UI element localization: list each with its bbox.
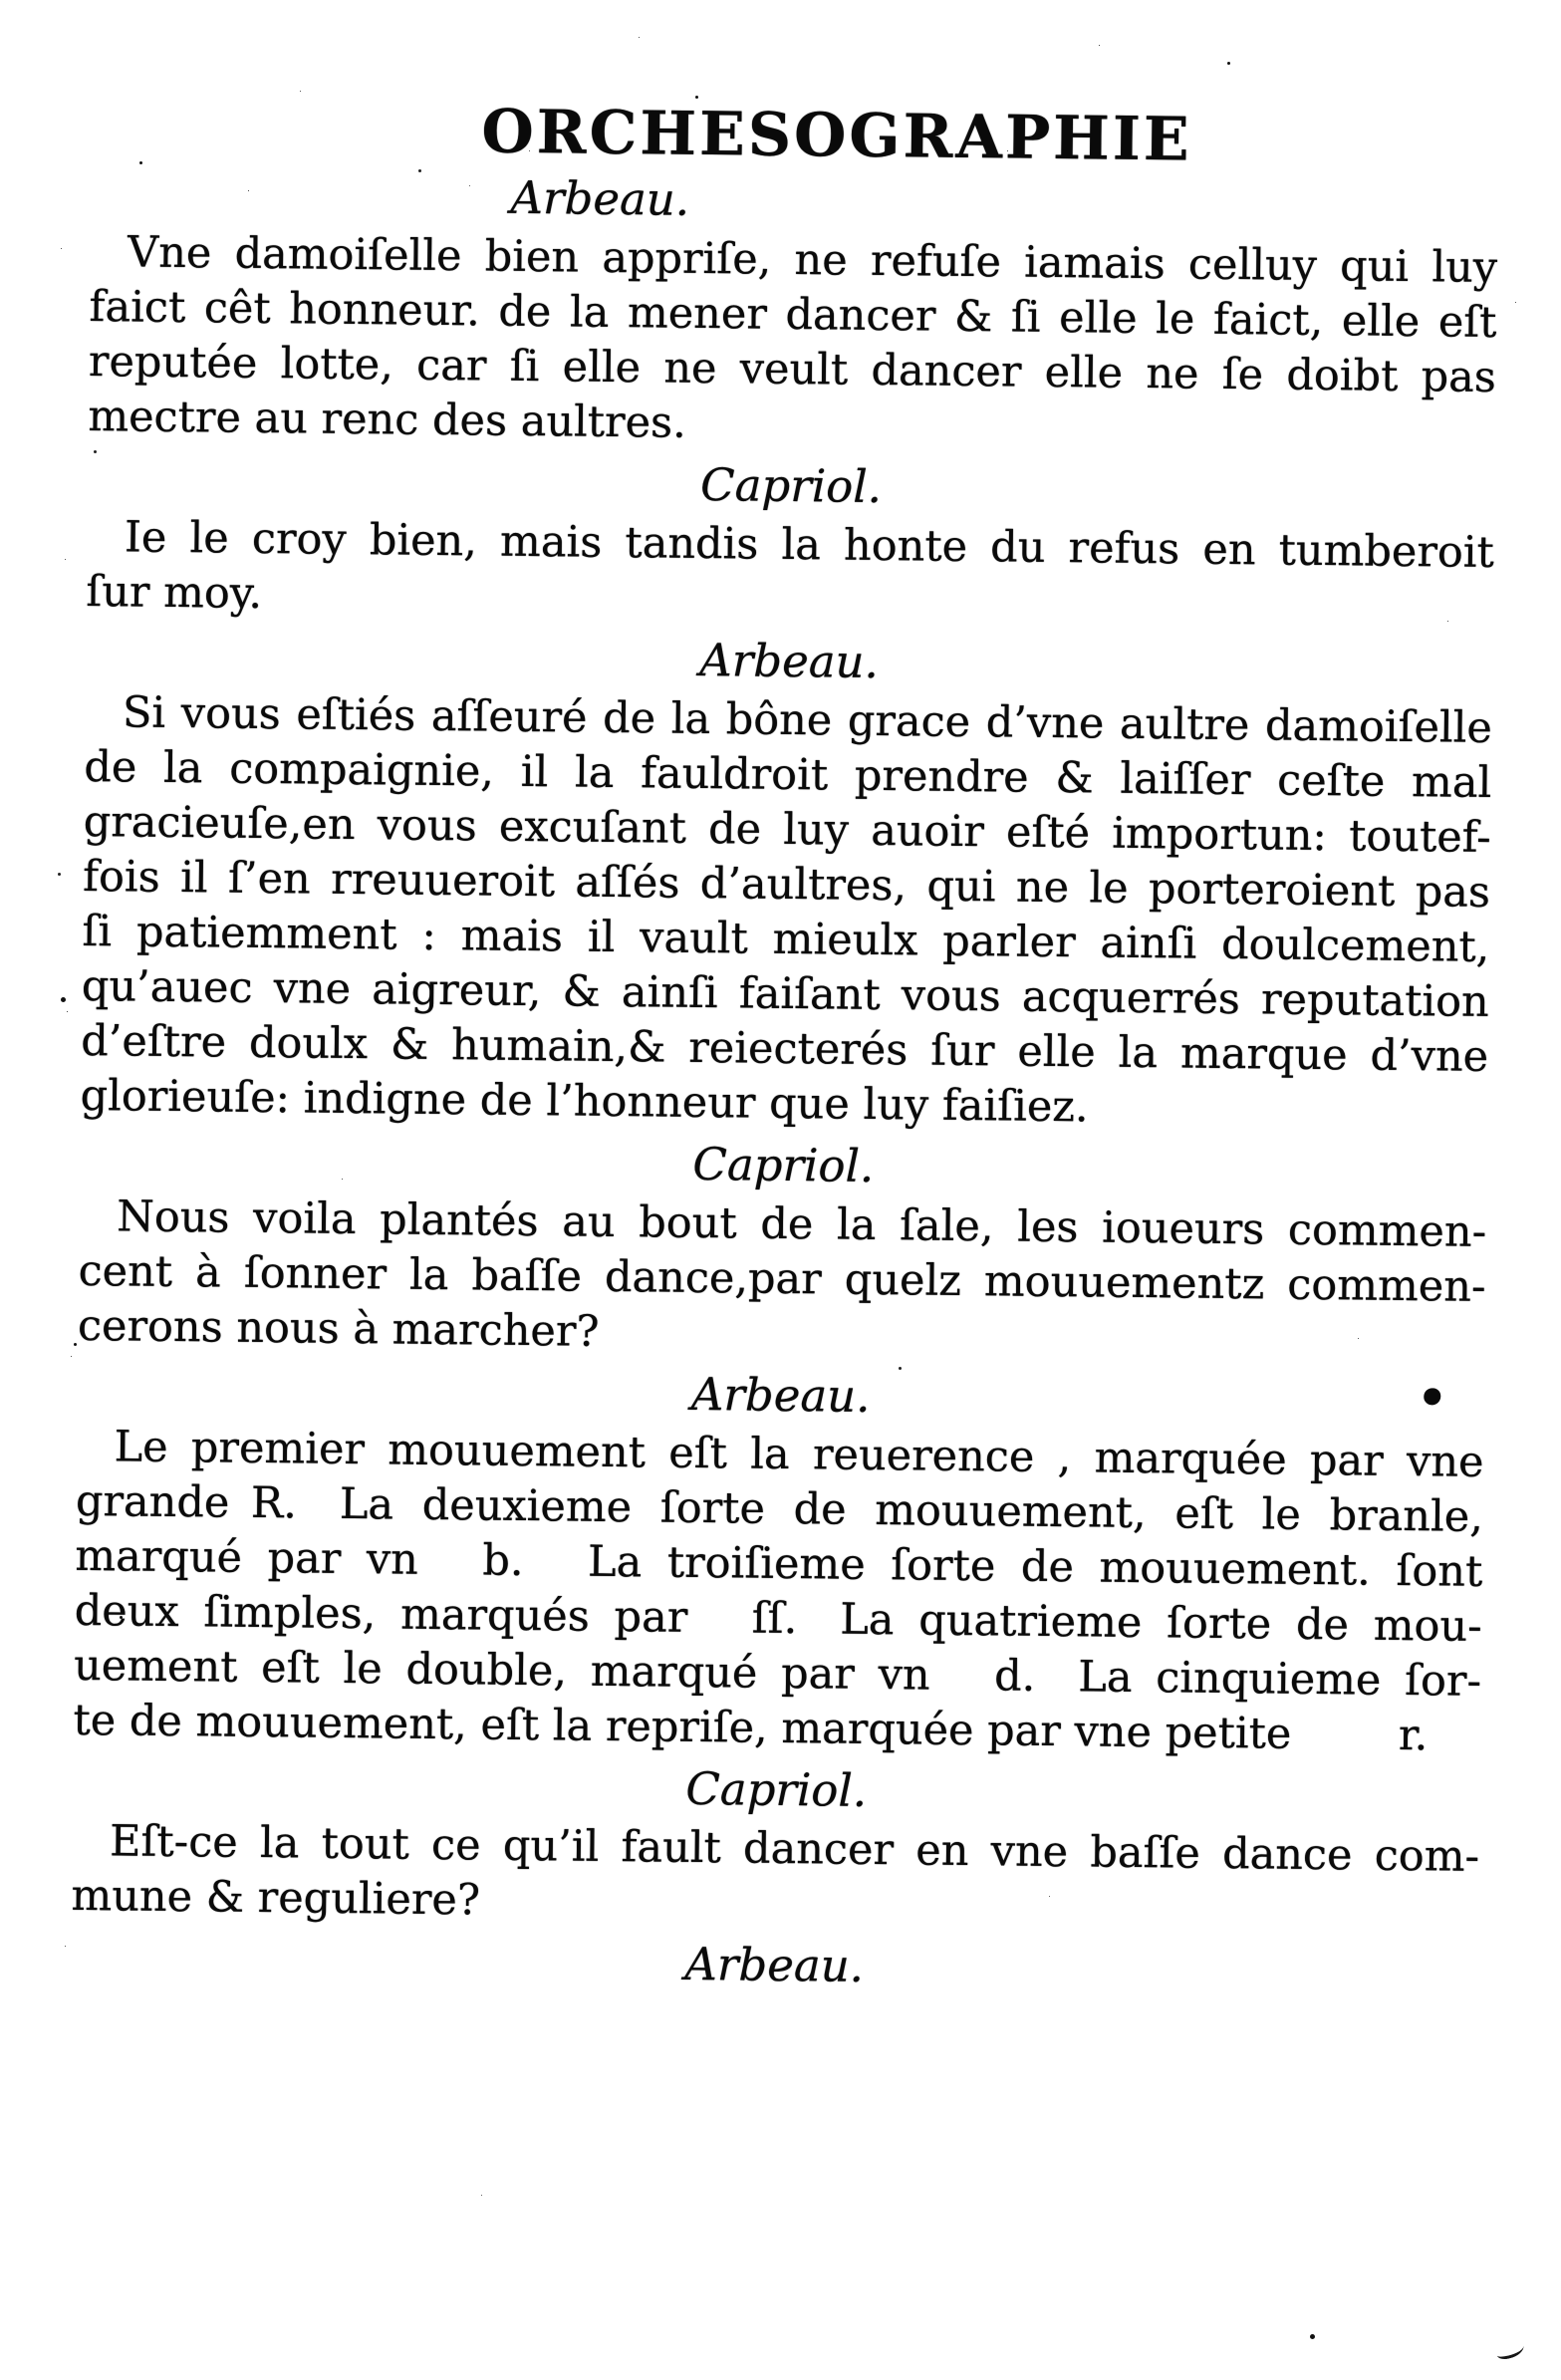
text-line: mune & reguliere? <box>71 1870 481 1926</box>
dialogue-section <box>73 1359 1484 1764</box>
paragraph <box>88 225 1497 460</box>
text-line: Le premier mouuement eſt la reuerence , marquée par vne <box>114 1422 1484 1487</box>
paragraph <box>78 1190 1487 1370</box>
text-line: ſur moy. <box>86 566 263 619</box>
speaker-heading <box>77 1359 1485 1432</box>
paragraph <box>71 1814 1479 1940</box>
dialogue-section <box>78 1129 1487 1370</box>
speaker-name: Arbeau. <box>684 1937 865 1992</box>
dialogue-section <box>70 1929 1478 2001</box>
speaker-heading <box>87 449 1495 522</box>
paragraph <box>73 1420 1484 1764</box>
dialogue-section <box>71 1753 1480 1940</box>
page-title: ORCHESOGRAPHIE <box>481 97 1193 175</box>
text-line: Ie le croy bien, mais tandis la honte du refus en tumberoit <box>124 512 1495 578</box>
scan-dust-specks <box>0 0 3 3</box>
speaker-name: Arbeau. <box>510 170 690 226</box>
text-line: cerons nous à marcher? <box>77 1300 600 1357</box>
text-line: cent à ſonner la baſſe dance,par quelz mouuementz commen- <box>78 1245 1486 1312</box>
text-line: Vne damoiſelle bien appriſe, ne refuſe iamais celluy qui luy <box>127 227 1498 294</box>
text-line: ſi patiemment : mais il vault mieulx parler ainſi doulcement, <box>82 906 1490 972</box>
text-line: glorieuſe: indigne de l’honneur que luy faiſiez. <box>80 1070 1089 1133</box>
text-line: deux ſimples, marqués par ſſ. La quatrieme ſorte de mou- <box>74 1585 1482 1652</box>
text-line: Si vous eſtiés aſſeuré de la bône grace d’vne aultre damoiſelle <box>122 687 1493 753</box>
text-line: uement eſt le double, marqué par vn d. La cinquieme ſor- <box>73 1640 1482 1707</box>
text-line: reputée lotte, car ſi elle ne veult dancer elle ne ſe doibt pas <box>88 336 1497 403</box>
corner-squiggle-mark <box>1495 2340 1526 2361</box>
text-line: d’eſtre doulx & humain,& reiecterés ſur elle la marque d’vne <box>80 1015 1489 1082</box>
dialogue <box>70 164 1498 2001</box>
speaker-name: Arbeau. <box>690 1367 871 1423</box>
text-line: Nous voila plantés au bout de la ſale, les ioueurs commen- <box>116 1191 1487 1257</box>
speaker-name: Arbeau. <box>699 633 880 688</box>
text-line: marqué par vn b. La troiſieme ſorte de mouuement. ſont <box>75 1530 1483 1597</box>
speaker-heading <box>80 1129 1488 1201</box>
dialogue-section <box>88 164 1498 460</box>
text-line: mectre au renc des aultres. <box>88 391 687 448</box>
dialogue-section <box>86 449 1495 636</box>
text-line: grande R. La deuxieme ſorte de mouuement, eſt le branle, <box>75 1475 1484 1542</box>
speaker-heading <box>85 625 1493 697</box>
text-line: Eſt-ce la tout ce qu’il fault dancer en vne baſſe dance com- <box>109 1816 1480 1882</box>
text-line: de la compaignie, il la fauldroit prendre & laiſſer ceſte mal <box>84 741 1492 808</box>
text-block <box>70 96 1498 2005</box>
text-line: te de mouuement, eſt la repriſe, marquée par vne petite r. <box>73 1695 1429 1761</box>
ink-blot <box>1424 1388 1440 1405</box>
speaker-heading <box>72 1753 1480 1826</box>
text-line: faict cêt honneur. de la mener dancer & ſi elle le faict, elle eſt <box>89 281 1497 349</box>
text-line: fois il ſ’en rreuueroit aſſés d’aultres, qui ne le porteroient pas <box>82 851 1491 918</box>
dialogue-section <box>80 625 1493 1140</box>
speaker-name: Capriol. <box>699 457 883 514</box>
paragraph <box>86 510 1494 636</box>
speaker-heading <box>70 1929 1478 2001</box>
text-line: qu’auec vne aigreur, & ainſi faiſant vous acquerrés reputation <box>81 960 1490 1027</box>
text-line: gracieuſe,en vous excuſant de luy auoir eſté importun: toutef- <box>83 796 1491 863</box>
paragraph <box>80 685 1492 1140</box>
speaker-name: Capriol. <box>685 1761 868 1817</box>
speaker-name: Capriol. <box>692 1137 875 1192</box>
